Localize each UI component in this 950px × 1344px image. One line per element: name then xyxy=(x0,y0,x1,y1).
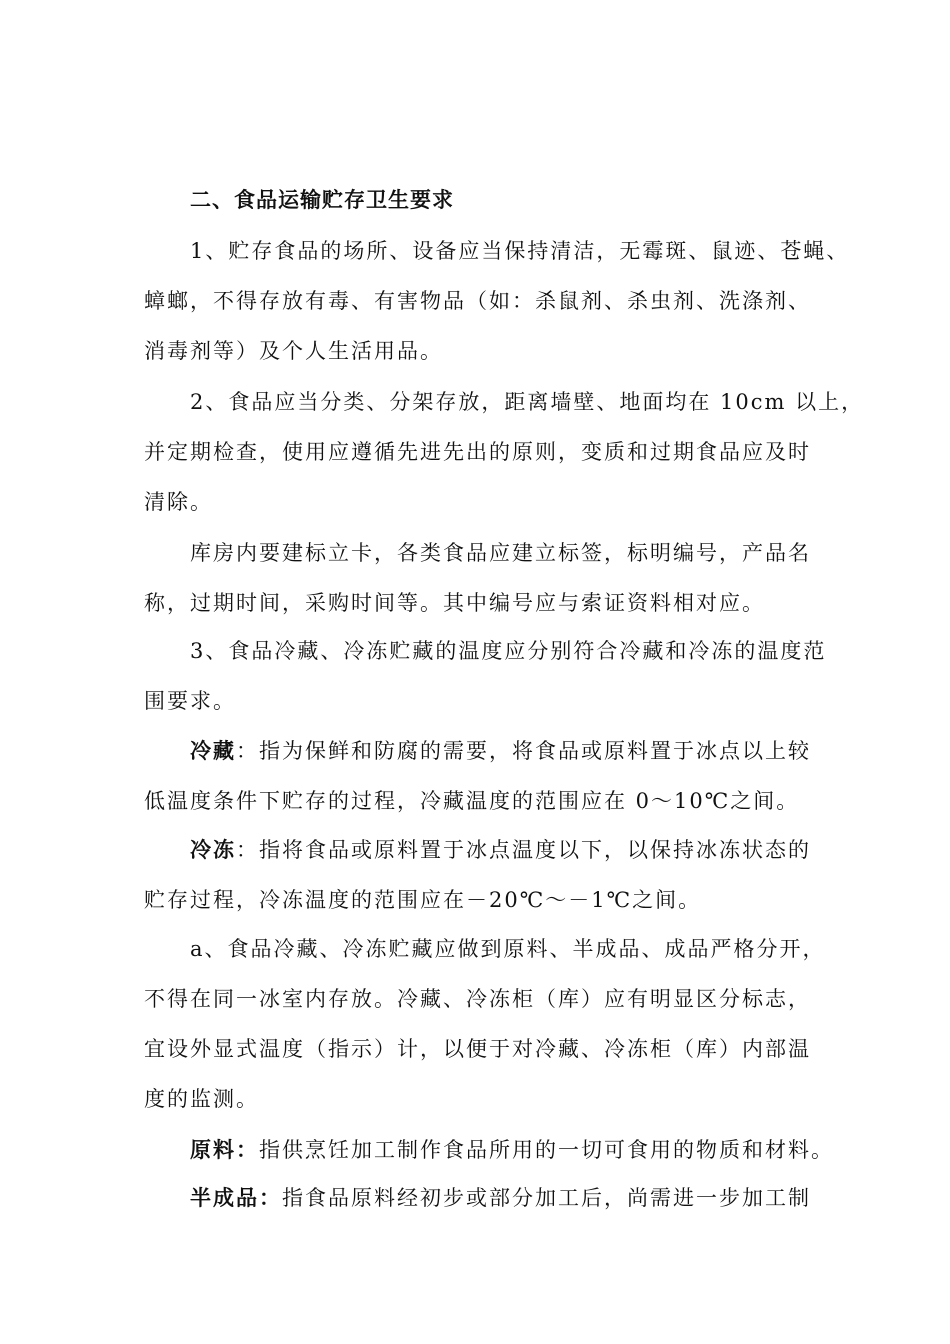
paragraph-2-line-2: 并定期检查，使用应遵循先进先出的原则，变质和过期食品应及时 xyxy=(144,440,811,464)
paragraph-a-line-3: 宜设外显式温度（指示）计，以便于对冷藏、冷冻柜（库）内部温 xyxy=(144,1037,811,1061)
paragraph-2-line-3: 清除。 xyxy=(144,490,213,514)
term-refrigeration: 冷藏 xyxy=(190,739,236,763)
definition-refrigeration-line-2: 低温度条件下贮存的过程，冷藏温度的范围应在 0～10℃之间。 xyxy=(144,789,800,813)
term-raw-material: 原料： xyxy=(190,1138,259,1162)
definition-semi-finished-text: 指食品原料经初步或部分加工后，尚需进一步加工制 xyxy=(282,1186,811,1210)
term-semi-finished: 半成品： xyxy=(190,1186,282,1210)
paragraph-3-line-1: 库房内要建标立卡，各类食品应建立标签，标明编号，产品名 xyxy=(190,541,811,565)
definition-raw-material-text: 指供烹饪加工制作食品所用的一切可食用的物质和材料。 xyxy=(259,1138,834,1162)
definition-freezing-line-2: 贮存过程，冷冻温度的范围应在－20℃～－1℃之间。 xyxy=(144,888,702,912)
paragraph-2-line-1: 2、食品应当分类、分架存放，距离墙壁、地面均在 10cm 以上， xyxy=(190,390,865,414)
definition-semi-finished xyxy=(190,1178,811,1218)
paragraph-a-line-1: a、食品冷藏、冷冻贮藏应做到原料、半成品、成品严格分开， xyxy=(190,937,826,961)
paragraph-4-line-1: 3、食品冷藏、冷冻贮藏的温度应分别符合冷藏和冷冻的温度范 xyxy=(190,639,827,663)
term-freezing: 冷冻 xyxy=(190,838,236,862)
definition-refrigeration xyxy=(190,731,811,771)
paragraph-4-line-2: 围要求。 xyxy=(144,689,236,713)
paragraph-1-line-2: 蟑螂，不得存放有毒、有害物品（如：杀鼠剂、杀虫剂、洗涤剂、 xyxy=(144,289,811,313)
definition-freezing-text: ：指将食品或原料置于冰点温度以下，以保持冰冻状态的 xyxy=(236,838,811,862)
paragraph-1-line-1: 1、贮存食品的场所、设备应当保持清洁，无霉斑、鼠迹、苍蝇、 xyxy=(190,239,850,263)
paragraph-a-line-2: 不得在同一冰室内存放。冷藏、冷冻柜（库）应有明显区分标志， xyxy=(144,987,811,1011)
definition-raw-material xyxy=(190,1130,834,1170)
section-heading: 二、食品运输贮存卫生要求 xyxy=(190,188,454,212)
paragraph-1-line-3: 消毒剂等）及个人生活用品。 xyxy=(144,339,443,363)
paragraph-a-line-4: 度的监测。 xyxy=(144,1087,259,1111)
paragraph-3-line-2: 称，过期时间，采购时间等。其中编号应与索证资料相对应。 xyxy=(144,591,765,615)
definition-refrigeration-text: ：指为保鲜和防腐的需要，将食品或原料置于冰点以上较 xyxy=(236,739,811,763)
definition-freezing xyxy=(190,830,811,870)
